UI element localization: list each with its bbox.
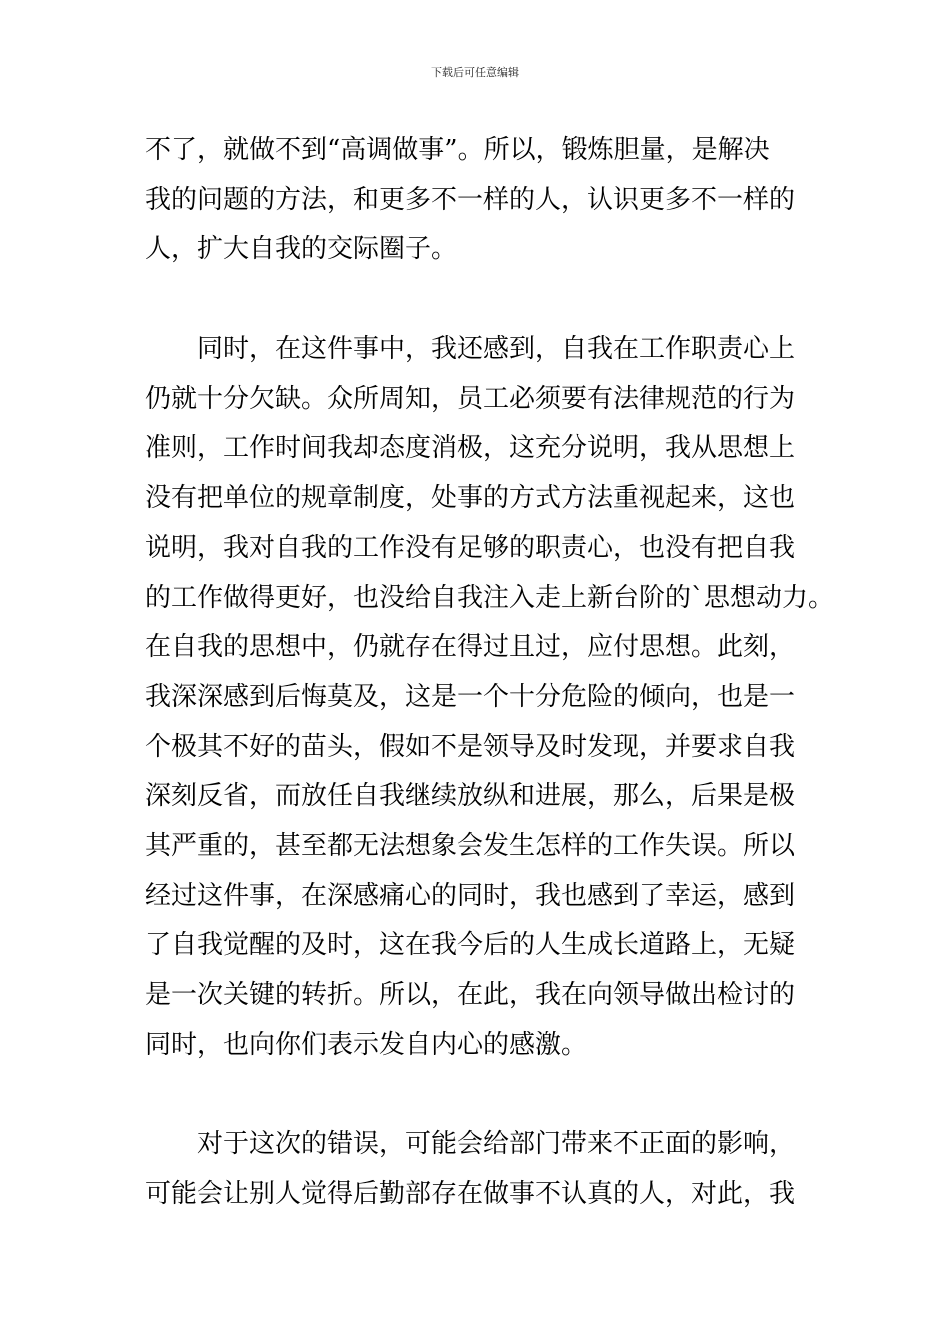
text-line: 是一次关键的转折。所以，在此，我在向领导做出检讨的 <box>145 980 796 1010</box>
text-line: 仍就十分欠缺。众所周知，员工必须要有法律规范的行为 <box>145 383 796 414</box>
text-line: 深刻反省，而放任自我继续放纵和进展，那么，后果是极 <box>145 781 796 812</box>
paragraph-gap <box>145 1070 815 1120</box>
text-line: 准则，工作时间我却态度消极，这充分说明，我从思想上 <box>145 433 796 464</box>
text-line: 我的问题的方法，和更多不一样的人，认识更多不一样的 <box>145 184 796 215</box>
text-line: 同时，也向你们表示发自内心的感激。 <box>145 1029 588 1060</box>
text-line: 其严重的，甚至都无法想象会发生怎样的工作失误。所以 <box>145 830 796 861</box>
document-body <box>145 126 835 1220</box>
text-line: 说明，我对自我的工作没有足够的职责心，也没有把自我 <box>145 532 796 563</box>
text-line: 个极其不好的苗头，假如不是领导及时发现，并要求自我 <box>145 731 796 762</box>
text-line: 对于这次的错误，可能会给部门带来不正面的影响， <box>197 1129 796 1160</box>
text-line: 的工作做得更好，也没给自我注入走上新台阶的`思想动力。 <box>145 582 835 613</box>
page-header: 下载后可任意编辑 <box>431 66 519 79</box>
text-line: 我深深感到后悔莫及，这是一个十分危险的倾向，也是一 <box>145 681 796 712</box>
text-line: 在自我的思想中，仍就存在得过且过，应付思想。此刻， <box>145 632 796 663</box>
paragraph-gap <box>145 275 815 325</box>
text-line: 经过这件事，在深感痛心的同时，我也感到了幸运，感到 <box>145 880 796 911</box>
text-line: 可能会让别人觉得后勤部存在做事不认真的人，对此，我 <box>145 1179 796 1210</box>
text-line: 同时，在这件事中，我还感到，自我在工作职责心上 <box>197 334 796 365</box>
text-line: 了自我觉醒的及时，这在我今后的人生成长道路上，无疑 <box>145 930 796 961</box>
paragraph <box>145 126 815 275</box>
text-line: 没有把单位的规章制度，处事的方式方法重视起来，这也 <box>145 483 796 514</box>
text-line: 不了，就做不到“高调做事”。所以，锻炼胆量，是解决 <box>145 135 770 165</box>
paragraph <box>145 1120 815 1219</box>
text-line: 人，扩大自我的交际圈子。 <box>145 234 458 265</box>
paragraph <box>145 325 835 1070</box>
